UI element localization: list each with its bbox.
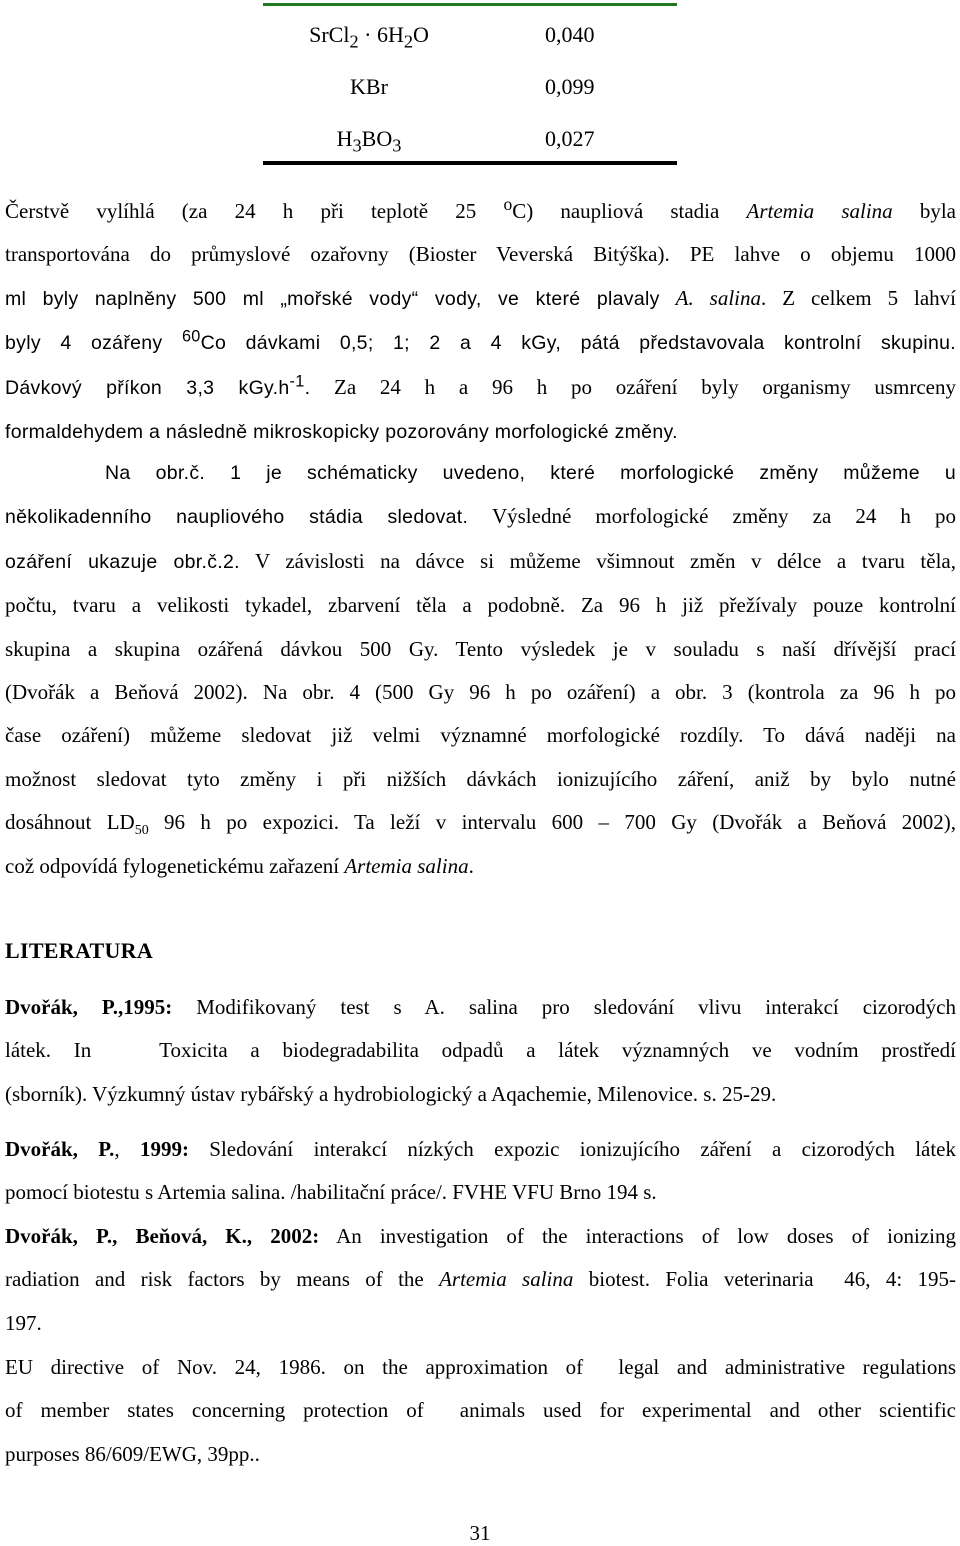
- text-line: byly 4 ozářeny $^{60}$Co dávkami 0,5; 1; 2 a 4 kGy, pátá představovala kontrolní skupinu.: [5, 327, 956, 355]
- table-bottom-rule: [263, 161, 677, 165]
- compound-name: $H_3BO_3$: [336, 126, 402, 156]
- text-line: několikadenního naupliového stádia sledovat. Výsledné morfologické změny za 24 h po: [5, 504, 957, 529]
- text-line: Dávkový příkon 3,3 $kGy.h^{-1}$. Za 24 h a 96 h po ozáření byly organismy usmrceny: [5, 372, 956, 399]
- section-heading-literatura: LITERATURA: [5, 938, 154, 963]
- text-line: skupina a skupina ozářená dávkou 500 Gy. Tento výsledek je v souladu s naší dřívější prací: [5, 636, 956, 661]
- text-line: Dvořák, P., 1999: Sledování interakcí nízkých expozic ionizujícího záření a cizorodých látek: [5, 1137, 956, 1161]
- text-line: Na obr.č. 1 je schématicky uvedeno, které morfologické změny můžeme u: [5, 462, 956, 484]
- reference-eu-directive: [5, 1346, 956, 1476]
- text-line: látek. In Toxicita a biodegradabilita odpadů a látek významných ve vodním prostředí: [5, 1038, 956, 1063]
- paragraph-results: [5, 451, 956, 888]
- compound-name: SrCl$_2$ · $6H_2O$: [309, 22, 429, 52]
- reference-dvorak-benova-2002: [5, 1215, 956, 1345]
- text-line: EU directive of Nov. 24, 1986. on the approximation of legal and administrative regulations: [5, 1355, 956, 1379]
- compound-value: 0,027: [545, 126, 595, 151]
- text-line: transportována do průmyslové ozařovny (Bioster Veverská Bitýška). PE lahve o objemu 1000: [5, 242, 956, 267]
- text-line: (Dvořák a Beňová 2002). Na obr. 4 (500 Gy 96 h po ozáření) a obr. 3 (kontrola za 96 h po: [5, 680, 956, 705]
- text-line: což odpovídá fylogenetickému zařazení Artemia salina.: [5, 853, 474, 878]
- text-line: ml byly naplněny 500 ml „mořské vody“ vody, ve které plavaly A. salina. Z celkem 5 lahví: [5, 285, 957, 310]
- text-line: radiation and risk factors by means of the Artemia salina biotest. Folia veterinaria 46, 4: 195-: [5, 1267, 957, 1292]
- paragraph-methods: [5, 190, 956, 454]
- table-top-rule: [263, 3, 677, 6]
- text-line: Dvořák, P., Beňová, K., 2002: An investigation of the interactions of low doses of ionizing: [5, 1224, 956, 1248]
- text-line: možnost sledovat tyto změny i při nižších dávkách ionizujícího záření, aniž by bylo nutné: [5, 766, 956, 791]
- table-row: [263, 66, 677, 106]
- text-line: of member states concerning protection of animals used for experimental and other scientific: [5, 1398, 956, 1423]
- text-line: ozáření ukazuje obr.č.2. V závislosti na dávce si můžeme všimnout změn v délce a tvaru těla,: [5, 548, 956, 573]
- compound-name: KBr: [350, 74, 388, 99]
- table-row: [263, 14, 677, 54]
- page-number: 31: [469, 1521, 491, 1545]
- text-line: purposes 86/609/EWG, 39pp..: [5, 1441, 260, 1466]
- table-row: [263, 118, 677, 158]
- reference-dvorak-1995: [5, 986, 956, 1116]
- text-line: 197.: [5, 1310, 42, 1335]
- text-line: (sborník). Výzkumný ústav rybářský a hydrobiologický a Aqachemie, Milenovice. s. 25-29.: [5, 1081, 777, 1106]
- reference-dvorak-1999: [5, 1128, 956, 1215]
- compound-value: 0,040: [545, 22, 595, 47]
- text-line: dosáhnout $LD_{50}$ 96 h po expozici. Ta leží v intervalu 600 – 700 Gy (Dvořák a Beňová 2002),: [5, 810, 956, 839]
- text-line: pomocí biotestu s Artemia salina. /habilitační práce/. FVHE VFU Brno 194 s.: [5, 1180, 657, 1205]
- text-line: počtu, tvaru a velikosti tykadel, zbarvení těla a podobně. Za 96 h již přežívaly pouze kontrolní: [5, 593, 956, 618]
- compound-value: 0,099: [545, 74, 595, 99]
- text-line: čase ozáření) můžeme sledovat již velmi významné morfologické rozdíly. To dává naději na: [5, 723, 956, 748]
- text-line: Dvořák, P.,1995: Modifikovaný test s A. salina pro sledování vlivu interakcí cizorodých: [5, 995, 957, 1019]
- text-line: formaldehydem a následně mikroskopicky pozorovány morfologické změny.: [5, 421, 678, 444]
- text-line: Čerstvě vylíhlá (za 24 h při teplotě 25 $^o$C) naupliová stadia Artemia salina byla: [5, 194, 956, 223]
